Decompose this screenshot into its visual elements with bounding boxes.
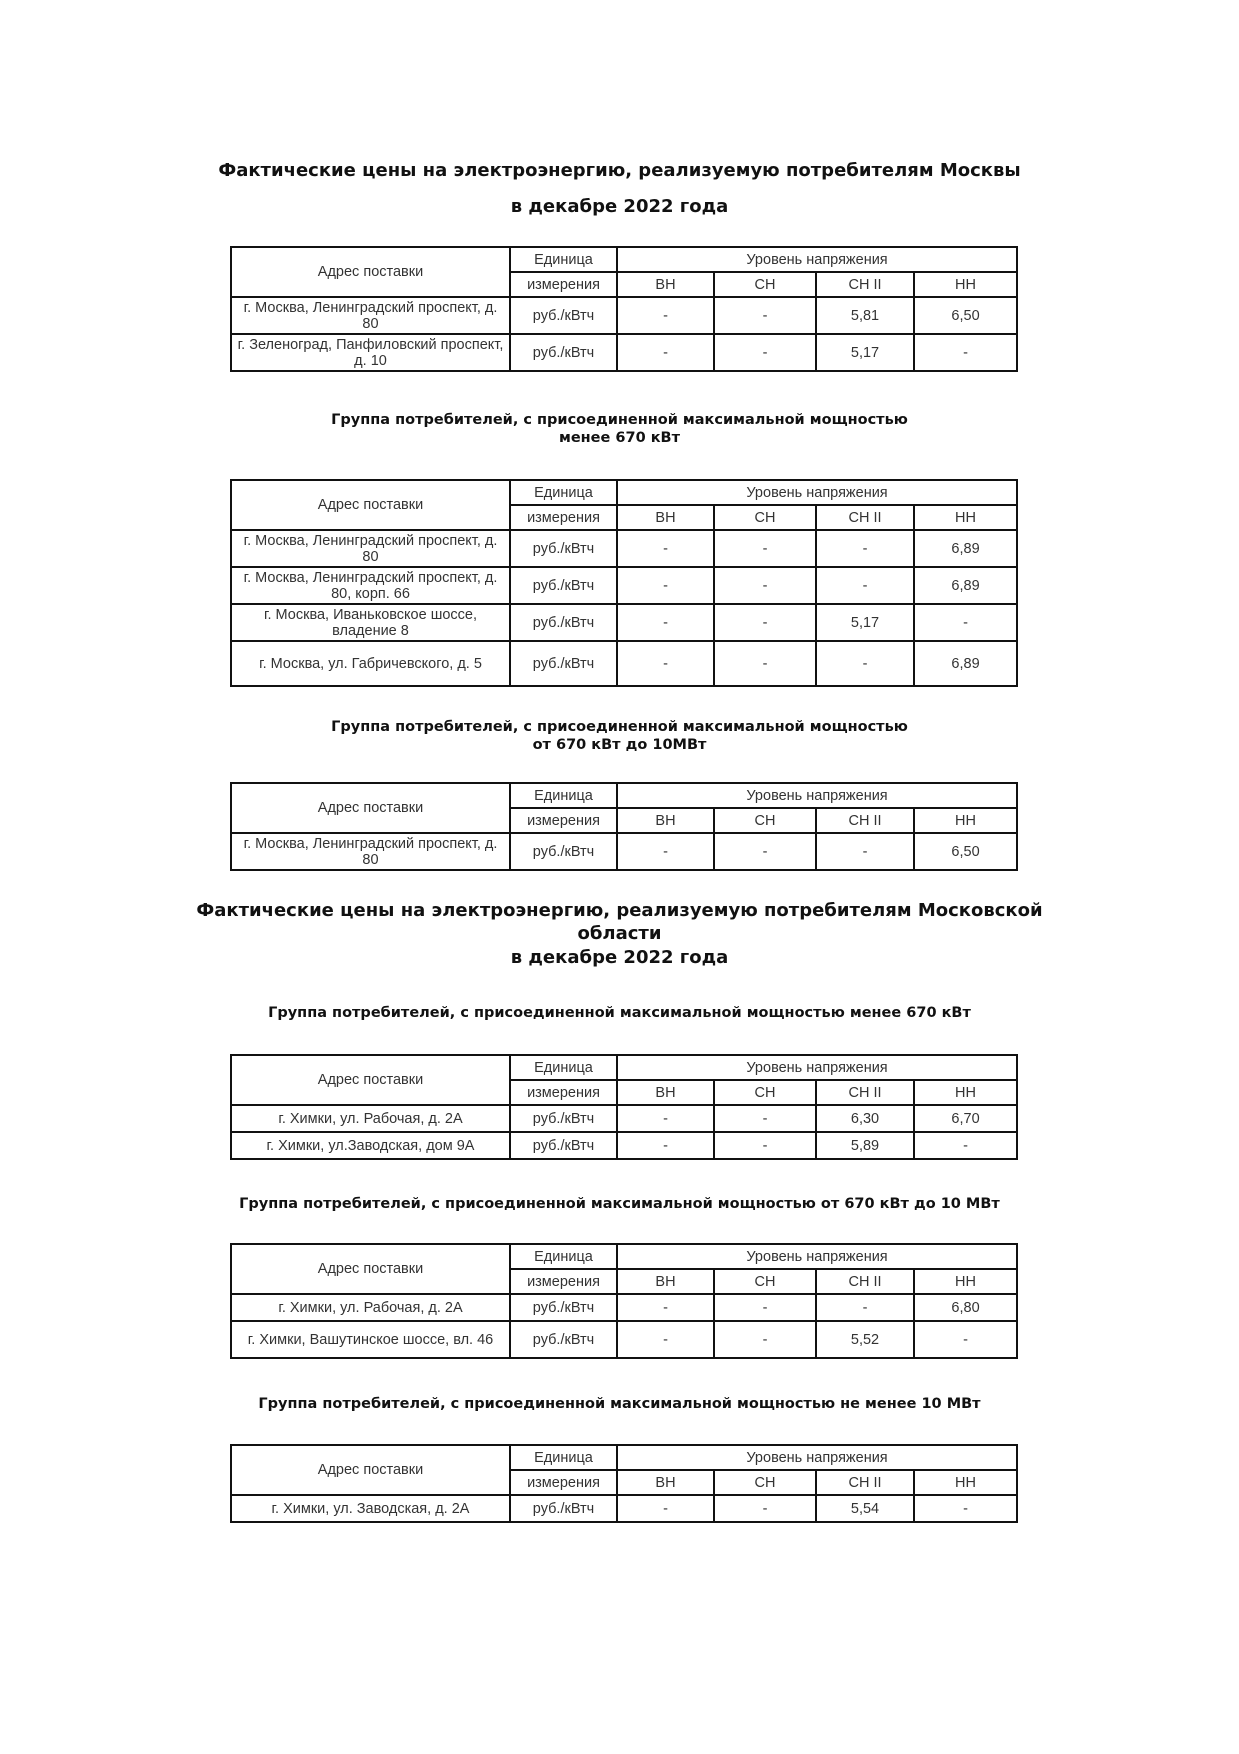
table-row bbox=[231, 297, 1017, 334]
oblast-price-table-2 bbox=[230, 1243, 1018, 1359]
oblast-title-line2: области bbox=[577, 923, 662, 944]
header-address: Адрес поставки bbox=[231, 480, 510, 530]
row-address: г. Химки, ул. Рабочая, д. 2А bbox=[231, 1294, 510, 1321]
row-nn: - bbox=[914, 1495, 1017, 1522]
oblast-title: Фактические цены на электроэнергию, реализуемую потребителям Московской bbox=[196, 900, 1043, 921]
header-sn2: СН II bbox=[816, 1269, 914, 1294]
row-sn2: - bbox=[816, 530, 914, 567]
row-nn: 6,50 bbox=[914, 833, 1017, 870]
row-sn: - bbox=[714, 1321, 816, 1358]
header-sn2: СН II bbox=[816, 1080, 914, 1105]
row-sn: - bbox=[714, 567, 816, 604]
header-nn: НН bbox=[914, 505, 1017, 530]
row-unit: руб./кВтч bbox=[510, 1495, 617, 1522]
row-unit: руб./кВтч bbox=[510, 1105, 617, 1132]
header-sn2: СН II bbox=[816, 505, 914, 530]
group-title: Группа потребителей, с присоединенной максимальной мощностью bbox=[331, 719, 908, 735]
group-title: Группа потребителей, с присоединенной максимальной мощностью bbox=[331, 412, 908, 428]
row-address: г. Химки, ул.Заводская, дом 9А bbox=[231, 1132, 510, 1159]
header-nn: НН bbox=[914, 1080, 1017, 1105]
table-row bbox=[231, 1294, 1017, 1321]
group-title: Группа потребителей, с присоединенной максимальной мощностью менее 670 кВт bbox=[268, 1005, 971, 1021]
row-sn2: 5,81 bbox=[816, 297, 914, 334]
header-sn: СН bbox=[714, 272, 816, 297]
row-nn: - bbox=[914, 1321, 1017, 1358]
header-nn: НН bbox=[914, 272, 1017, 297]
row-address: г. Зеленоград, Панфиловский проспект, д. 10 bbox=[231, 334, 510, 371]
table-row bbox=[231, 530, 1017, 567]
header-unit-measure: измерения bbox=[510, 1269, 617, 1294]
header-sn: СН bbox=[714, 1269, 816, 1294]
row-unit: руб./кВтч bbox=[510, 604, 617, 641]
row-sn2: - bbox=[816, 1294, 914, 1321]
row-sn: - bbox=[714, 604, 816, 641]
table-row bbox=[231, 833, 1017, 870]
row-sn: - bbox=[714, 1132, 816, 1159]
row-nn: - bbox=[914, 1132, 1017, 1159]
row-sn2: 5,89 bbox=[816, 1132, 914, 1159]
header-sn2: СН II bbox=[816, 1470, 914, 1495]
row-unit: руб./кВтч bbox=[510, 833, 617, 870]
row-sn2: 5,17 bbox=[816, 604, 914, 641]
moscow-price-table-3 bbox=[230, 782, 1018, 871]
row-sn2: - bbox=[816, 833, 914, 870]
row-vn: - bbox=[617, 334, 714, 371]
table-row bbox=[231, 1495, 1017, 1522]
row-unit: руб./кВтч bbox=[510, 1294, 617, 1321]
row-sn: - bbox=[714, 1495, 816, 1522]
header-voltage: Уровень напряжения bbox=[617, 1445, 1017, 1470]
header-voltage: Уровень напряжения bbox=[617, 480, 1017, 505]
row-address: г. Москва, Ленинградский проспект, д. 80, корп. 66 bbox=[231, 567, 510, 604]
row-vn: - bbox=[617, 833, 714, 870]
moscow-title: Фактические цены на электроэнергию, реализуемую потребителям Москвы bbox=[218, 160, 1021, 181]
header-voltage: Уровень напряжения bbox=[617, 783, 1017, 808]
row-address: г. Москва, Ленинградский проспект, д. 80 bbox=[231, 833, 510, 870]
row-address: г. Химки, Вашутинское шоссе, вл. 46 bbox=[231, 1321, 510, 1358]
row-vn: - bbox=[617, 567, 714, 604]
oblast-price-table-3 bbox=[230, 1444, 1018, 1523]
row-vn: - bbox=[617, 297, 714, 334]
table-row bbox=[231, 641, 1017, 686]
group-title-line2: менее 670 кВт bbox=[558, 430, 681, 446]
row-nn: 6,89 bbox=[914, 530, 1017, 567]
header-unit: Единица bbox=[510, 480, 617, 505]
row-vn: - bbox=[617, 1321, 714, 1358]
row-address: г. Москва, Ленинградский проспект, д. 80 bbox=[231, 530, 510, 567]
row-address: г. Химки, ул. Заводская, д. 2А bbox=[231, 1495, 510, 1522]
row-unit: руб./кВтч bbox=[510, 297, 617, 334]
header-sn2: СН II bbox=[816, 272, 914, 297]
row-vn: - bbox=[617, 1105, 714, 1132]
row-sn2: 5,17 bbox=[816, 334, 914, 371]
header-nn: НН bbox=[914, 1269, 1017, 1294]
header-unit-measure: измерения bbox=[510, 1470, 617, 1495]
row-nn: 6,70 bbox=[914, 1105, 1017, 1132]
row-sn: - bbox=[714, 641, 816, 686]
row-vn: - bbox=[617, 1294, 714, 1321]
header-sn: СН bbox=[714, 808, 816, 833]
row-unit: руб./кВтч bbox=[510, 1321, 617, 1358]
row-nn: - bbox=[914, 604, 1017, 641]
row-unit: руб./кВтч bbox=[510, 641, 617, 686]
header-unit: Единица bbox=[510, 247, 617, 272]
row-sn: - bbox=[714, 334, 816, 371]
header-unit-measure: измерения bbox=[510, 272, 617, 297]
header-nn: НН bbox=[914, 808, 1017, 833]
row-unit: руб./кВтч bbox=[510, 530, 617, 567]
table-row bbox=[231, 1132, 1017, 1159]
row-address: г. Москва, Ленинградский проспект, д. 80 bbox=[231, 297, 510, 334]
row-unit: руб./кВтч bbox=[510, 1132, 617, 1159]
row-nn: 6,80 bbox=[914, 1294, 1017, 1321]
table-row bbox=[231, 604, 1017, 641]
row-sn: - bbox=[714, 833, 816, 870]
row-address: г. Москва, Иваньковское шоссе, владение 8 bbox=[231, 604, 510, 641]
header-sn: СН bbox=[714, 1080, 816, 1105]
row-nn: - bbox=[914, 334, 1017, 371]
row-vn: - bbox=[617, 1495, 714, 1522]
row-sn2: 5,52 bbox=[816, 1321, 914, 1358]
row-sn2: 5,54 bbox=[816, 1495, 914, 1522]
row-nn: 6,89 bbox=[914, 567, 1017, 604]
row-address: г. Москва, ул. Габричевского, д. 5 bbox=[231, 641, 510, 686]
header-address: Адрес поставки bbox=[231, 1244, 510, 1294]
header-sn2: СН II bbox=[816, 808, 914, 833]
group-title-line2: от 670 кВт до 10МВт bbox=[532, 737, 707, 753]
row-nn: 6,50 bbox=[914, 297, 1017, 334]
moscow-title-period: в декабре 2022 года bbox=[510, 196, 729, 217]
header-unit-measure: измерения bbox=[510, 505, 617, 530]
table-row bbox=[231, 567, 1017, 604]
row-vn: - bbox=[617, 641, 714, 686]
header-unit: Единица bbox=[510, 1055, 617, 1080]
header-unit: Единица bbox=[510, 783, 617, 808]
header-address: Адрес поставки bbox=[231, 783, 510, 833]
group-title: Группа потребителей, с присоединенной максимальной мощностью от 670 кВт до 10 МВт bbox=[239, 1196, 1000, 1212]
header-unit: Единица bbox=[510, 1445, 617, 1470]
row-sn: - bbox=[714, 1105, 816, 1132]
table-row bbox=[231, 1321, 1017, 1358]
header-address: Адрес поставки bbox=[231, 1445, 510, 1495]
header-vn: ВН bbox=[617, 1269, 714, 1294]
row-vn: - bbox=[617, 1132, 714, 1159]
header-vn: ВН bbox=[617, 1470, 714, 1495]
oblast-title-period: в декабре 2022 года bbox=[510, 947, 729, 968]
row-address: г. Химки, ул. Рабочая, д. 2А bbox=[231, 1105, 510, 1132]
header-unit-measure: измерения bbox=[510, 1080, 617, 1105]
header-vn: ВН bbox=[617, 505, 714, 530]
moscow-price-table-2 bbox=[230, 479, 1018, 687]
header-vn: ВН bbox=[617, 808, 714, 833]
header-address: Адрес поставки bbox=[231, 247, 510, 297]
row-unit: руб./кВтч bbox=[510, 567, 617, 604]
row-unit: руб./кВтч bbox=[510, 334, 617, 371]
row-nn: 6,89 bbox=[914, 641, 1017, 686]
header-vn: ВН bbox=[617, 272, 714, 297]
row-sn: - bbox=[714, 530, 816, 567]
row-vn: - bbox=[617, 530, 714, 567]
header-address: Адрес поставки bbox=[231, 1055, 510, 1105]
oblast-price-table-1 bbox=[230, 1054, 1018, 1160]
row-vn: - bbox=[617, 604, 714, 641]
header-unit: Единица bbox=[510, 1244, 617, 1269]
header-voltage: Уровень напряжения bbox=[617, 1244, 1017, 1269]
header-vn: ВН bbox=[617, 1080, 714, 1105]
row-sn: - bbox=[714, 297, 816, 334]
row-sn: - bbox=[714, 1294, 816, 1321]
header-voltage: Уровень напряжения bbox=[617, 1055, 1017, 1080]
header-nn: НН bbox=[914, 1470, 1017, 1495]
header-sn: СН bbox=[714, 1470, 816, 1495]
table-row bbox=[231, 1105, 1017, 1132]
header-voltage: Уровень напряжения bbox=[617, 247, 1017, 272]
header-unit-measure: измерения bbox=[510, 808, 617, 833]
header-sn: СН bbox=[714, 505, 816, 530]
row-sn2: 6,30 bbox=[816, 1105, 914, 1132]
row-sn2: - bbox=[816, 641, 914, 686]
row-sn2: - bbox=[816, 567, 914, 604]
group-title: Группа потребителей, с присоединенной максимальной мощностью не менее 10 МВт bbox=[258, 1396, 981, 1412]
moscow-price-table-1 bbox=[230, 246, 1018, 372]
table-row bbox=[231, 334, 1017, 371]
